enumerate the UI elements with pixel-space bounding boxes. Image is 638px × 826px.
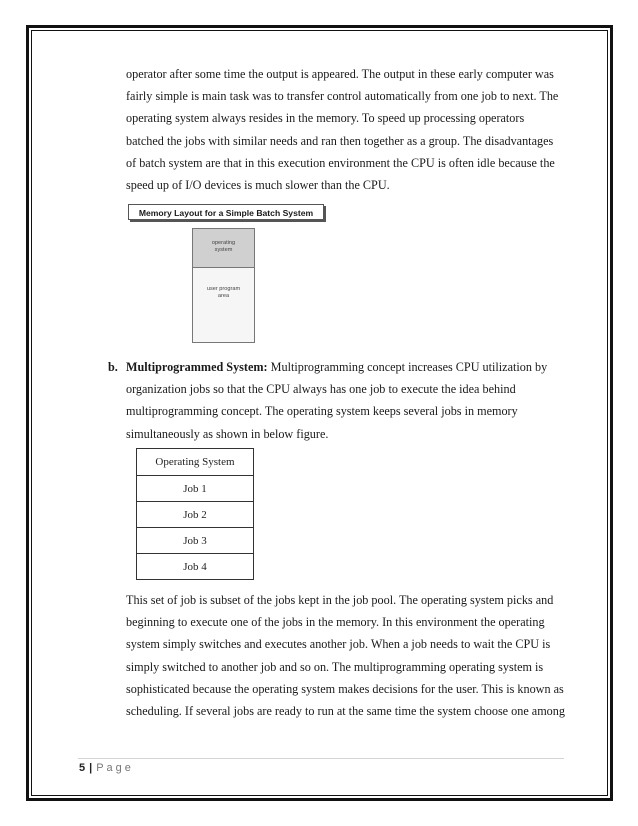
text-line: batched the jobs with similar needs and ran then together as a group. The disadvantages <box>126 133 554 148</box>
operating-system-block <box>193 229 254 268</box>
footer-divider <box>78 758 564 759</box>
table-row-operating-system: Operating System <box>155 456 235 468</box>
page-label: Page <box>96 762 134 774</box>
os-block-label: system <box>214 247 233 253</box>
text-line: operating system always resides in the memory. To speed up processing operators <box>126 111 525 126</box>
text-line: operator after some time the output is appeared. The output in these early computer was <box>126 67 554 81</box>
text-line: This set of job is subset of the jobs kept in the job pool. The operating system picks and <box>126 593 554 607</box>
paragraph-multiprogrammed <box>126 356 547 445</box>
text-line: of batch system are that in this execution environment the CPU is often idle because the <box>126 155 555 170</box>
page-footer <box>79 762 134 774</box>
table-row-job: Job 4 <box>137 553 253 579</box>
list-marker-b: b. <box>108 360 118 374</box>
user-block-label: user program <box>206 286 241 292</box>
figure-1-title: Memory Layout for a Simple Batch System <box>128 204 324 220</box>
text-fragment: Multiprogramming concept increases CPU utilization by <box>267 360 548 374</box>
table-row-job: Job 2 <box>137 501 253 527</box>
text-line: system simply switches and executes another job. When a job needs to wait the CPU is <box>126 637 551 652</box>
section-heading: Multiprogrammed System: <box>126 360 268 374</box>
os-block-label: operating <box>211 240 236 246</box>
table-row-job: Job 3 <box>137 527 253 553</box>
memory-layout-diagram <box>192 228 255 343</box>
user-block-label: area <box>217 293 230 299</box>
text-line: fairly simple is main task was to transfer control automatically from one job to next. The <box>126 89 559 104</box>
footer-separator: | <box>89 762 93 774</box>
text-line: organization jobs so that the CPU always has one job to execute the idea behind <box>126 382 516 397</box>
text-line <box>126 356 547 378</box>
text-line: simultaneously as shown in below figure. <box>126 426 329 441</box>
paragraph-job-pool <box>126 589 565 722</box>
text-line: speed up of I/O devices is much slower than the CPU. <box>126 178 390 193</box>
text-line: sophisticated because the operating system makes decisions for the user. This is known as <box>126 681 564 696</box>
user-program-block <box>193 268 254 342</box>
multiprogramming-memory-table <box>136 448 254 580</box>
text-line: beginning to execute one of the jobs in the memory. In this environment the operating <box>126 615 545 630</box>
text-line: scheduling. If several jobs are ready to run at the same time the system choose one among <box>126 704 565 719</box>
table-row-job: Job 1 <box>137 475 253 501</box>
page-number: 5 <box>79 762 86 774</box>
text-line: simply switched to another job and so on. The multiprogramming operating system is <box>126 659 544 674</box>
paragraph-batch-system <box>126 63 558 196</box>
text-line: multiprogramming concept. The operating system keeps several jobs in memory <box>126 404 518 419</box>
